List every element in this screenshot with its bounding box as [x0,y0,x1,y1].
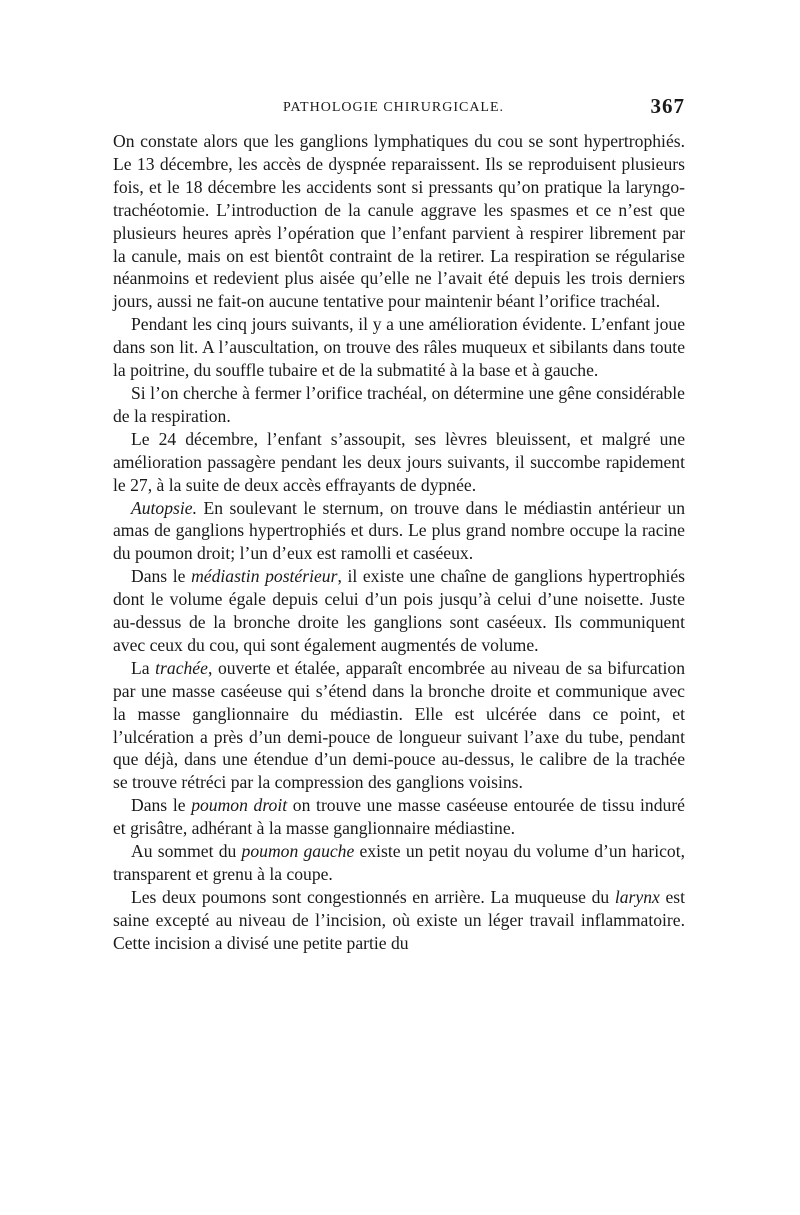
paragraph: Dans le poumon droit on trouve une masse caséeuse entourée de tissu induré et grisâtre, adhérant à la masse ganglionnaire médiastine. [113,795,685,839]
paragraph: La trachée, ouverte et étalée, apparaît encombrée au niveau de sa bifurcation par une masse caséeuse qui s’étend dans la bronche droite et communique avec la masse ganglionnaire du médiastin. Elle est ulcérée dans ce point, et l’ulcération a près d’un demi-pouce de longueur suivant l’axe du tube, pendant que déjà, dans une étendue d’un demi-pouce au-dessus, le calibre de la trachée se trouve rétréci par la compression des ganglions voisins. [113,657,685,793]
paragraph: Les deux poumons sont congestionnés en arrière. La muqueuse du larynx est saine excepté au niveau de l’incision, où existe un léger travail inflammatoire. Cette incision a divisé une petite partie du [113,886,685,953]
paragraph: Autopsie. En soulevant le sternum, on trouve dans le médiastin antérieur un amas de ganglions hypertrophiés et durs. Le plus grand nombre occupe la racine du poumon droit; l’un d’eux est ramolli et caséeux. [113,497,685,564]
paragraph: On constate alors que les ganglions lymphatiques du cou se sont hypertrophiés. Le 13 décembre, les accès de dyspnée reparaissent. Ils se reproduisent plusieurs fois, et le 18 décembre les accidents sont si pressants qu’on pratique la laryngo-trachéotomie. L’introduction de la canule aggrave les spasmes et ce n’est que plusieurs heures après l’opération que l’enfant parvient à respirer librement par la canule, mais on est bientôt contraint de la retirer. La respiration se régularise néanmoins et redevient plus aisée qu’elle ne l’avait été depuis les trois derniers jours, aussi ne fait-on aucune tentative pour maintenir béant l’orifice trachéal. [113,131,685,312]
running-header [113,94,685,122]
running-title: PATHOLOGIE CHIRURGICALE. [283,100,505,115]
paragraph: Dans le médiastin postérieur, il existe une chaîne de ganglions hypertrophiés dont le volume égale depuis celui d’un pois jusqu’à celui d’une noisette. Juste au-dessus de la bronche droite les ganglions sont caséeux. Ils communiquent avec ceux du cou, qui sont également augmentés de volume. [113,566,685,655]
paragraph: Le 24 décembre, l’enfant s’assoupit, ses lèvres bleuissent, et malgré une amélioration passagère pendant les deux jours suivants, il succombe rapidement le 27, à la suite de deux accès effrayants de dypnée. [113,428,685,495]
paragraph: Pendant les cinq jours suivants, il y a une amélioration évidente. L’enfant joue dans son lit. A l’auscultation, on trouve des râles muqueux et sibilants dans toute la poitrine, du souffle tubaire et de la submatité à la base et à gauche. [113,314,685,381]
section-lead: Autopsie. [131,497,197,518]
paragraph: Au sommet du poumon gauche existe un petit noyau du volume d’un haricot, transparent et grenu à la coupe. [113,841,685,884]
emphasis: poumon droit [191,795,288,816]
book-page [113,94,685,955]
emphasis: médiastin postérieur [191,566,338,587]
body-text [113,130,685,955]
emphasis: trachée [155,657,208,678]
emphasis: larynx [614,886,660,907]
paragraph: Si l’on cherche à fermer l’orifice trachéal, on détermine une gêne considérable de la respiration. [113,382,685,426]
emphasis: poumon gauche [241,841,355,862]
page-number: 367 [650,94,685,118]
